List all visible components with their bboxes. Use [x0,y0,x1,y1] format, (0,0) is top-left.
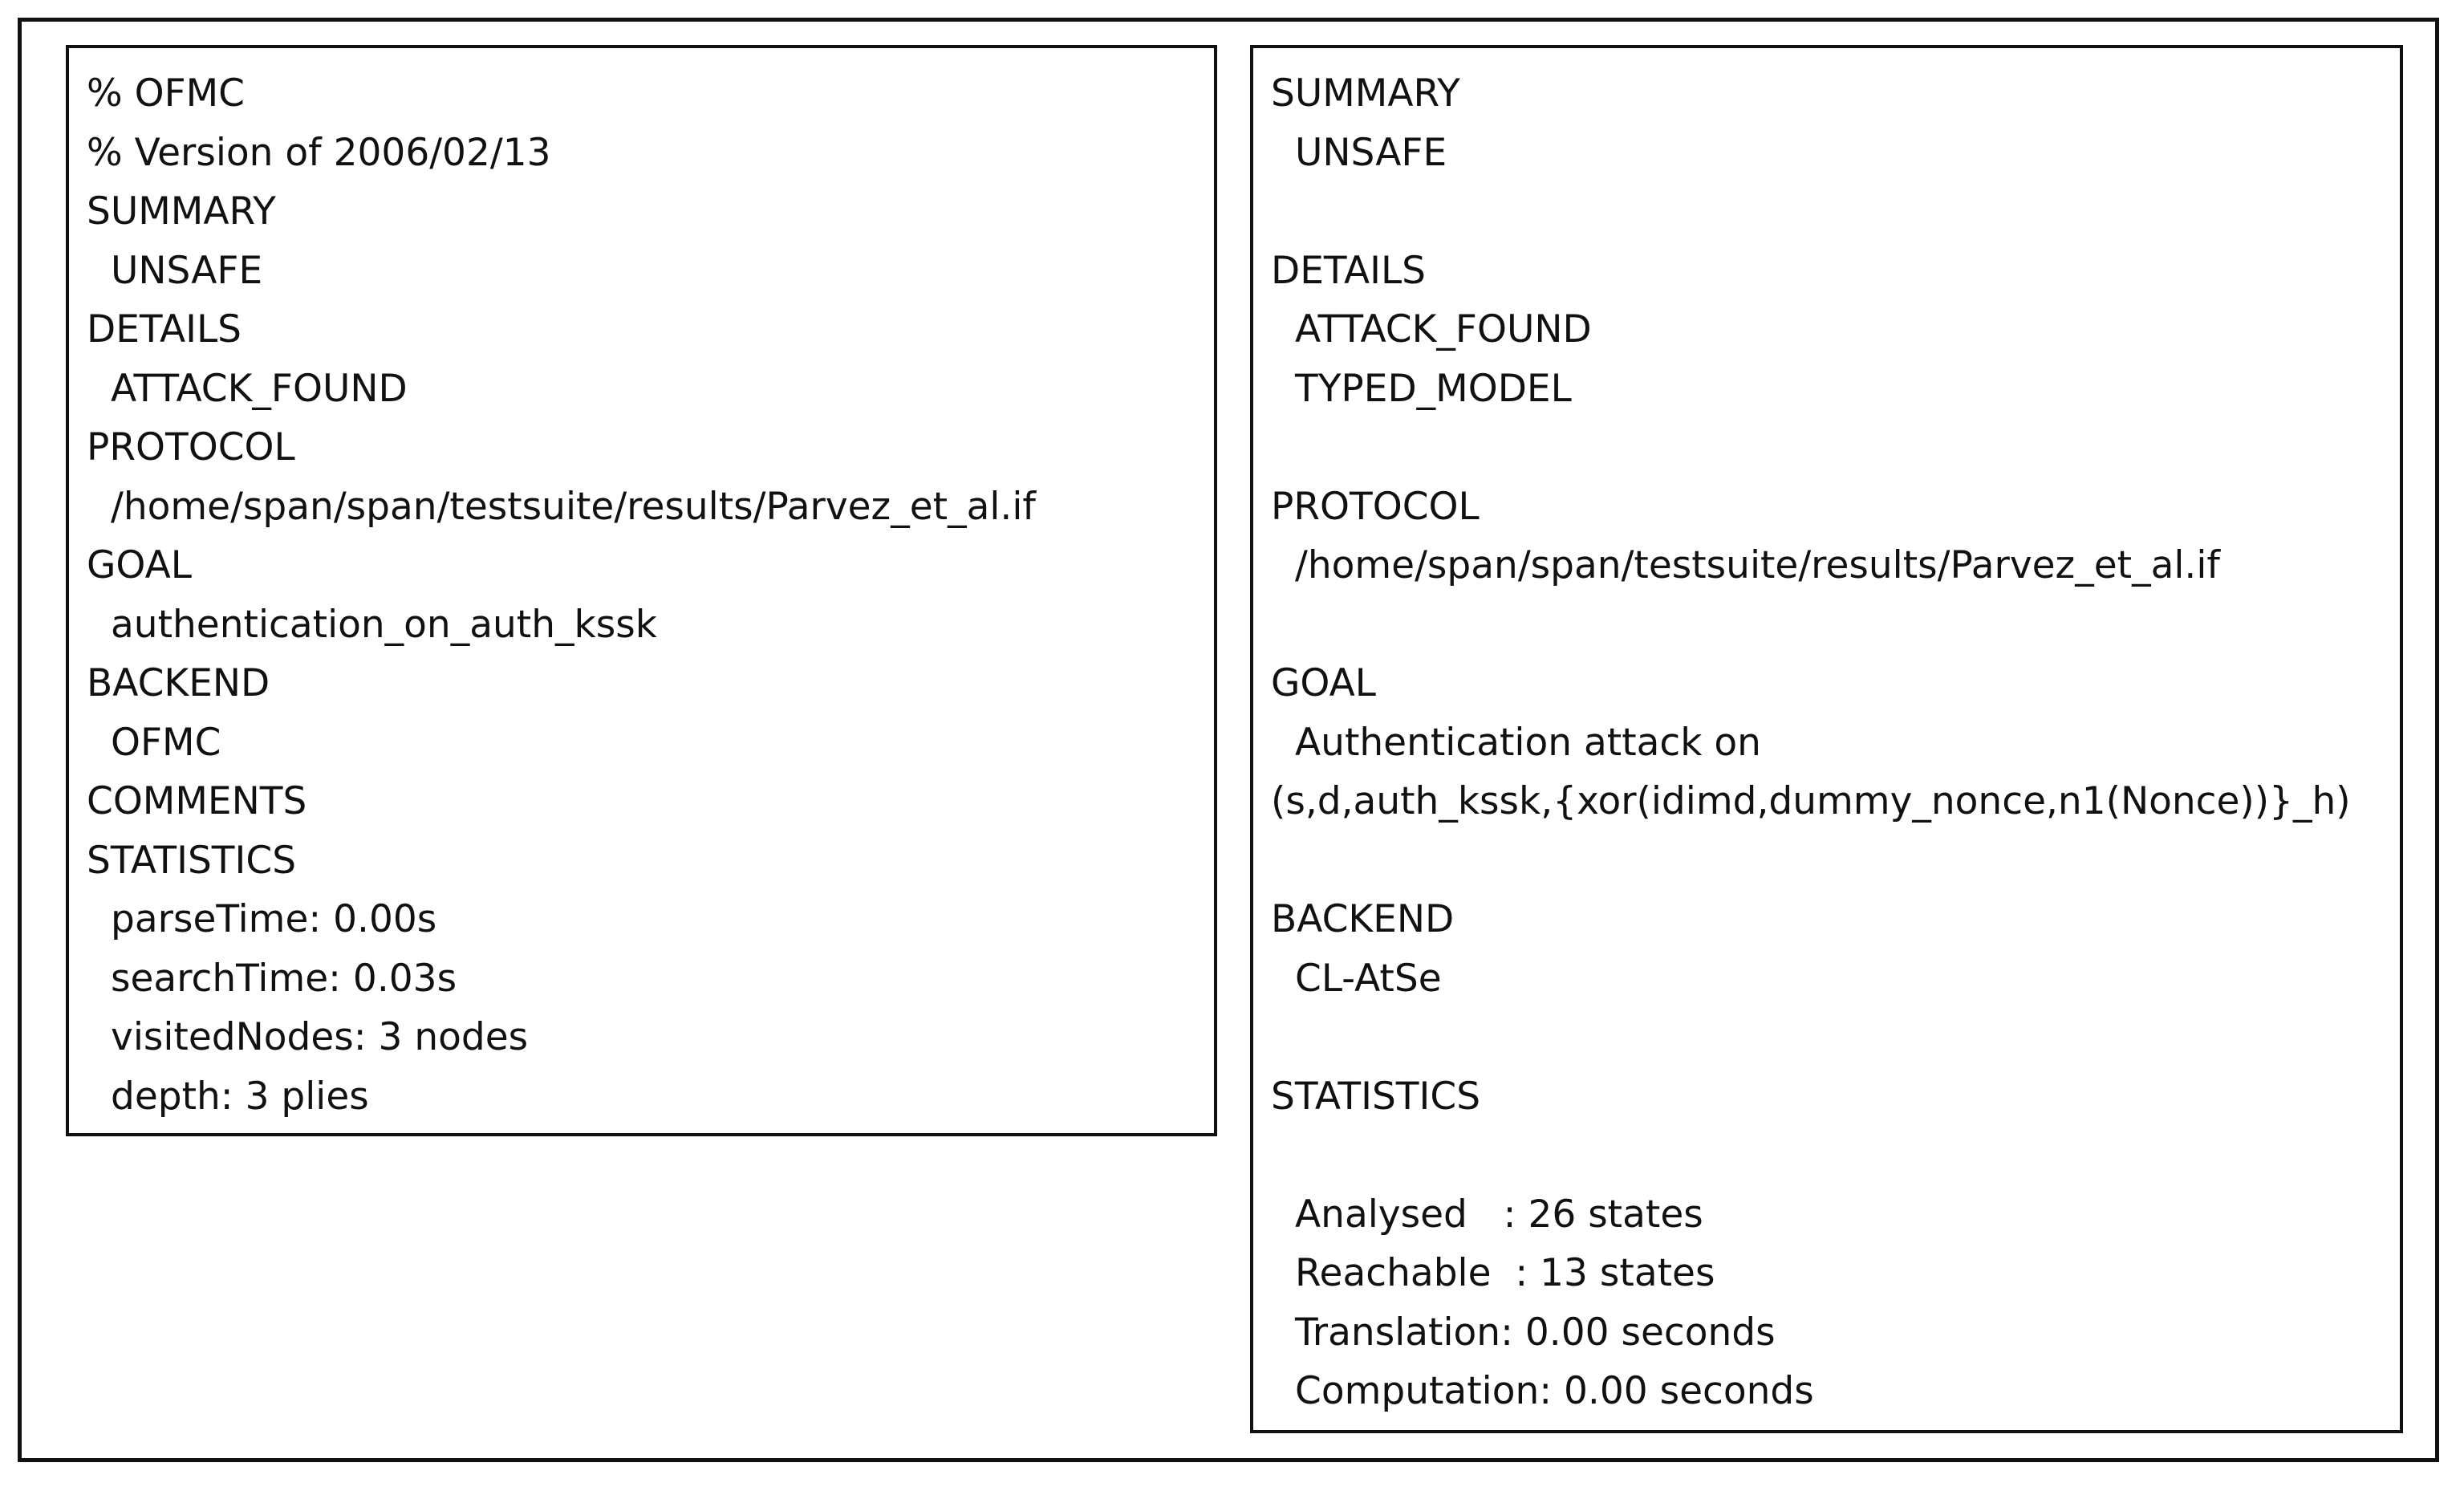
output-line: visitedNodes: 3 nodes [111,1015,529,1059]
output-line: Reachable : 13 states [1295,1251,1715,1295]
output-line: PROTOCOL [87,425,295,469]
output-line: Computation: 0.00 seconds [1295,1369,1814,1413]
output-line: SUMMARY [1271,71,1460,116]
output-line: searchTime: 0.03s [111,956,457,1001]
output-line: ATTACK_FOUND [1295,307,1592,351]
output-line: (s,d,auth_kssk,{xor(idimd,dummy_nonce,n1(Nonce))}_h) [1271,779,2351,823]
output-line: TYPED_MODEL [1295,366,1572,411]
blank-line [1271,1126,2351,1185]
output-line: STATISTICS [1271,1074,1481,1119]
output-line: GOAL [87,543,192,587]
output-line: % OFMC [87,71,245,116]
clatse-output-panel [1250,45,2403,1433]
blank-line [1271,1008,2351,1067]
output-line: Authentication attack on [1295,720,1761,765]
output-line: CL-AtSe [1295,956,1442,1001]
output-line: PROTOCOL [1271,484,1480,529]
output-line: Translation: 0.00 seconds [1295,1310,1776,1355]
output-line: BACKEND [87,661,270,705]
output-line: OFMC [111,720,221,765]
clatse-output-lines [1271,64,2351,1421]
output-line: BACKEND [1271,897,1455,941]
blank-line [1271,418,2351,477]
blank-line [1271,831,2351,891]
blank-line [1271,182,2351,242]
ofmc-output-lines [87,64,1036,1126]
output-line: authentication_on_auth_kssk [111,602,657,647]
output-line: /home/span/span/testsuite/results/Parvez_et_al.if [1295,543,2220,587]
ofmc-output-panel [66,45,1217,1136]
output-line: ATTACK_FOUND [111,366,408,411]
output-line: UNSAFE [111,248,263,293]
output-line: UNSAFE [1295,130,1447,175]
output-line: COMMENTS [87,779,307,823]
output-line: STATISTICS [87,838,297,883]
output-line: % Version of 2006/02/13 [87,130,551,175]
blank-line [1271,595,2351,655]
output-line: SUMMARY [87,189,276,234]
output-line: Analysed : 26 states [1295,1192,1703,1237]
output-line: /home/span/span/testsuite/results/Parvez_et_al.if [111,484,1036,529]
output-line: depth: 3 plies [111,1074,369,1119]
output-line: parseTime: 0.00s [111,897,437,941]
output-line: GOAL [1271,661,1376,705]
output-line: DETAILS [1271,248,1426,293]
output-line: DETAILS [87,307,242,351]
